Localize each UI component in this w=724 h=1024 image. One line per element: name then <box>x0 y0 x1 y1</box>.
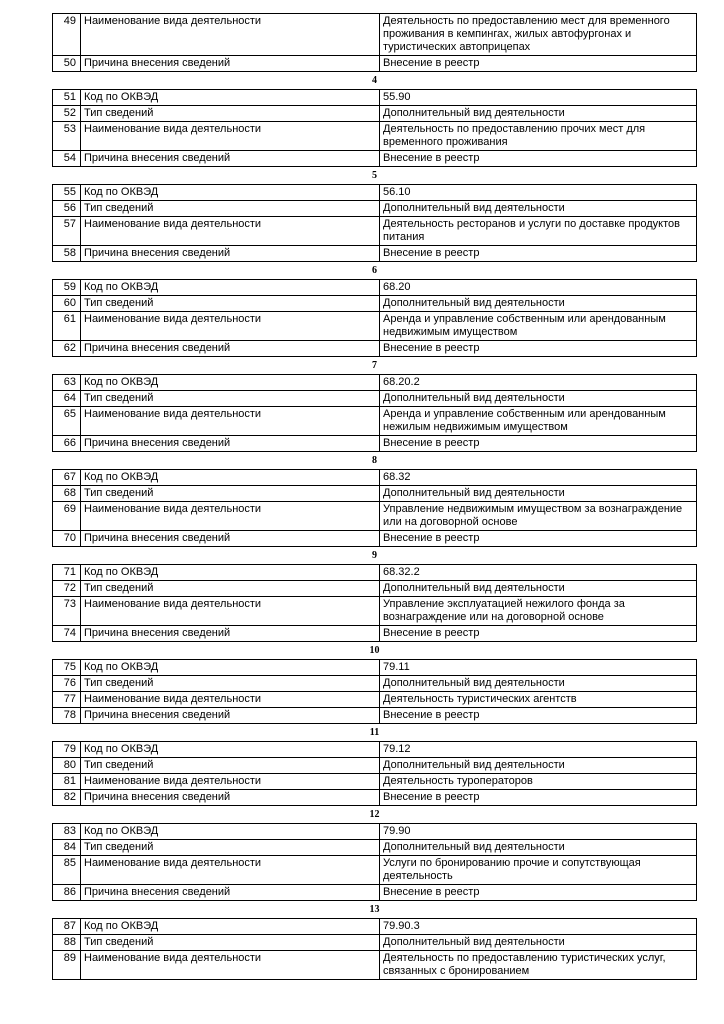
field-value: Внесение в реестр <box>380 246 697 262</box>
field-label: Наименование вида деятельности <box>81 692 380 708</box>
okved-group-table <box>52 659 697 724</box>
row-number: 72 <box>53 581 81 597</box>
table-row <box>53 840 697 856</box>
table-row <box>53 919 697 935</box>
table-row <box>53 626 697 642</box>
row-number: 61 <box>53 312 81 341</box>
table-row <box>53 407 697 436</box>
table-row <box>53 565 697 581</box>
okved-group-table <box>52 374 697 452</box>
section-number: 10 <box>369 645 380 656</box>
field-value: Аренда и управление собственным или арендованным нежилым недвижимым имуществом <box>380 407 697 436</box>
okved-group-table <box>52 823 697 901</box>
field-label: Причина внесения сведений <box>81 246 380 262</box>
table-row <box>53 280 697 296</box>
table-row <box>53 14 697 56</box>
table-row <box>53 90 697 106</box>
table-row <box>53 56 697 72</box>
row-number: 64 <box>53 391 81 407</box>
row-number: 49 <box>53 14 81 56</box>
field-label: Тип сведений <box>81 391 380 407</box>
table-row <box>53 742 697 758</box>
field-value: Внесение в реестр <box>380 885 697 901</box>
table-row <box>53 470 697 486</box>
row-number: 58 <box>53 246 81 262</box>
okved-group-table <box>52 564 697 642</box>
table-row <box>53 151 697 167</box>
row-number: 59 <box>53 280 81 296</box>
row-number: 88 <box>53 935 81 951</box>
field-value: Внесение в реестр <box>380 341 697 357</box>
row-number: 50 <box>53 56 81 72</box>
field-value: Дополнительный вид деятельности <box>380 935 697 951</box>
table-row <box>53 885 697 901</box>
table-row <box>53 201 697 217</box>
row-number: 54 <box>53 151 81 167</box>
field-label: Тип сведений <box>81 201 380 217</box>
field-label: Тип сведений <box>81 840 380 856</box>
field-value: 55.90 <box>380 90 697 106</box>
section-number: 9 <box>372 550 377 561</box>
table-row <box>53 676 697 692</box>
row-number: 51 <box>53 90 81 106</box>
field-label: Тип сведений <box>81 758 380 774</box>
row-number: 82 <box>53 790 81 806</box>
row-number: 70 <box>53 531 81 547</box>
field-value: Внесение в реестр <box>380 531 697 547</box>
section-number: 5 <box>372 170 377 181</box>
field-value: Услуги по бронированию прочие и сопутствующая деятельность <box>380 856 697 885</box>
field-label: Причина внесения сведений <box>81 531 380 547</box>
row-number: 57 <box>53 217 81 246</box>
okved-group-table <box>52 184 697 262</box>
table-row <box>53 660 697 676</box>
okved-group-table <box>52 918 697 980</box>
field-value: Дополнительный вид деятельности <box>380 581 697 597</box>
okved-group-table <box>52 13 697 72</box>
row-number: 84 <box>53 840 81 856</box>
row-number: 67 <box>53 470 81 486</box>
field-label: Тип сведений <box>81 935 380 951</box>
field-value: Внесение в реестр <box>380 708 697 724</box>
table-row <box>53 856 697 885</box>
field-label: Код по ОКВЭД <box>81 185 380 201</box>
row-number: 60 <box>53 296 81 312</box>
field-value: Деятельность туроператоров <box>380 774 697 790</box>
table-row <box>53 296 697 312</box>
section-number: 7 <box>372 360 377 371</box>
table-row <box>53 708 697 724</box>
field-label: Причина внесения сведений <box>81 151 380 167</box>
field-label: Наименование вида деятельности <box>81 217 380 246</box>
field-label: Наименование вида деятельности <box>81 774 380 790</box>
field-label: Тип сведений <box>81 486 380 502</box>
row-number: 53 <box>53 122 81 151</box>
table-row <box>53 597 697 626</box>
field-label: Наименование вида деятельности <box>81 856 380 885</box>
table-row <box>53 486 697 502</box>
document-body <box>52 13 697 980</box>
row-number: 86 <box>53 885 81 901</box>
field-value: Деятельность ресторанов и услуги по доставке продуктов питания <box>380 217 697 246</box>
field-label: Код по ОКВЭД <box>81 919 380 935</box>
field-value: Деятельность по предоставлению прочих мест для временного проживания <box>380 122 697 151</box>
field-value: Внесение в реестр <box>380 56 697 72</box>
row-number: 52 <box>53 106 81 122</box>
field-label: Причина внесения сведений <box>81 790 380 806</box>
section-number: 11 <box>369 727 380 738</box>
okved-group-table <box>52 89 697 167</box>
field-label: Причина внесения сведений <box>81 708 380 724</box>
table-row <box>53 106 697 122</box>
row-number: 65 <box>53 407 81 436</box>
table-row <box>53 758 697 774</box>
field-value: Внесение в реестр <box>380 436 697 452</box>
field-label: Код по ОКВЭД <box>81 90 380 106</box>
field-value: 56.10 <box>380 185 697 201</box>
row-number: 83 <box>53 824 81 840</box>
field-value: Внесение в реестр <box>380 626 697 642</box>
table-row <box>53 185 697 201</box>
field-label: Тип сведений <box>81 676 380 692</box>
field-value: Деятельность туристических агентств <box>380 692 697 708</box>
table-row <box>53 774 697 790</box>
field-value: Аренда и управление собственным или арендованным недвижимым имуществом <box>380 312 697 341</box>
table-row <box>53 217 697 246</box>
table-row <box>53 341 697 357</box>
row-number: 77 <box>53 692 81 708</box>
field-label: Наименование вида деятельности <box>81 407 380 436</box>
row-number: 89 <box>53 951 81 980</box>
row-number: 73 <box>53 597 81 626</box>
field-label: Наименование вида деятельности <box>81 597 380 626</box>
row-number: 63 <box>53 375 81 391</box>
field-label: Причина внесения сведений <box>81 56 380 72</box>
field-label: Код по ОКВЭД <box>81 375 380 391</box>
table-row <box>53 531 697 547</box>
okved-group-table <box>52 469 697 547</box>
section-number: 12 <box>369 809 380 820</box>
field-label: Тип сведений <box>81 106 380 122</box>
table-row <box>53 692 697 708</box>
row-number: 66 <box>53 436 81 452</box>
table-row <box>53 391 697 407</box>
field-value: 79.12 <box>380 742 697 758</box>
field-value: Дополнительный вид деятельности <box>380 106 697 122</box>
field-value: Дополнительный вид деятельности <box>380 391 697 407</box>
row-number: 79 <box>53 742 81 758</box>
row-number: 81 <box>53 774 81 790</box>
row-number: 62 <box>53 341 81 357</box>
table-row <box>53 502 697 531</box>
row-number: 75 <box>53 660 81 676</box>
table-row <box>53 790 697 806</box>
okved-group-table <box>52 741 697 806</box>
field-label: Код по ОКВЭД <box>81 742 380 758</box>
field-value: Управление недвижимым имуществом за вознаграждение или на договорной основе <box>380 502 697 531</box>
field-label: Код по ОКВЭД <box>81 470 380 486</box>
row-number: 85 <box>53 856 81 885</box>
table-row <box>53 935 697 951</box>
field-label: Причина внесения сведений <box>81 341 380 357</box>
field-label: Тип сведений <box>81 581 380 597</box>
table-row <box>53 246 697 262</box>
field-value: 68.20 <box>380 280 697 296</box>
section-number: 13 <box>369 904 380 915</box>
field-label: Наименование вида деятельности <box>81 14 380 56</box>
field-label: Наименование вида деятельности <box>81 951 380 980</box>
field-value: Дополнительный вид деятельности <box>380 486 697 502</box>
field-label: Наименование вида деятельности <box>81 502 380 531</box>
field-value: Дополнительный вид деятельности <box>380 296 697 312</box>
okved-group-table <box>52 279 697 357</box>
row-number: 71 <box>53 565 81 581</box>
field-value: Управление эксплуатацией нежилого фонда за вознаграждение или на договорной основе <box>380 597 697 626</box>
field-value: 79.90 <box>380 824 697 840</box>
section-number: 6 <box>372 265 377 276</box>
table-row <box>53 375 697 391</box>
field-label: Код по ОКВЭД <box>81 565 380 581</box>
field-value: Деятельность по предоставлению туристических услуг, связанных с бронированием <box>380 951 697 980</box>
field-value: Дополнительный вид деятельности <box>380 758 697 774</box>
field-label: Наименование вида деятельности <box>81 122 380 151</box>
field-value: 79.11 <box>380 660 697 676</box>
row-number: 56 <box>53 201 81 217</box>
field-label: Код по ОКВЭД <box>81 660 380 676</box>
field-value: Дополнительный вид деятельности <box>380 676 697 692</box>
row-number: 80 <box>53 758 81 774</box>
row-number: 87 <box>53 919 81 935</box>
field-label: Причина внесения сведений <box>81 885 380 901</box>
row-number: 55 <box>53 185 81 201</box>
row-number: 68 <box>53 486 81 502</box>
field-label: Код по ОКВЭД <box>81 280 380 296</box>
section-number: 4 <box>372 75 377 86</box>
row-number: 76 <box>53 676 81 692</box>
field-value: Дополнительный вид деятельности <box>380 201 697 217</box>
field-label: Причина внесения сведений <box>81 436 380 452</box>
field-label: Тип сведений <box>81 296 380 312</box>
section-number: 8 <box>372 455 377 466</box>
field-value: Внесение в реестр <box>380 151 697 167</box>
field-value: 79.90.3 <box>380 919 697 935</box>
field-label: Код по ОКВЭД <box>81 824 380 840</box>
field-value: 68.32.2 <box>380 565 697 581</box>
table-row <box>53 312 697 341</box>
field-value: Деятельность по предоставлению мест для временного проживания в кемпингах, жилых автофургонах и туристических автоприцепах <box>380 14 697 56</box>
field-label: Причина внесения сведений <box>81 626 380 642</box>
table-row <box>53 436 697 452</box>
field-value: 68.32 <box>380 470 697 486</box>
row-number: 78 <box>53 708 81 724</box>
row-number: 74 <box>53 626 81 642</box>
table-row <box>53 951 697 980</box>
field-value: Внесение в реестр <box>380 790 697 806</box>
field-value: Дополнительный вид деятельности <box>380 840 697 856</box>
table-row <box>53 824 697 840</box>
field-label: Наименование вида деятельности <box>81 312 380 341</box>
row-number: 69 <box>53 502 81 531</box>
table-row <box>53 581 697 597</box>
field-value: 68.20.2 <box>380 375 697 391</box>
table-row <box>53 122 697 151</box>
